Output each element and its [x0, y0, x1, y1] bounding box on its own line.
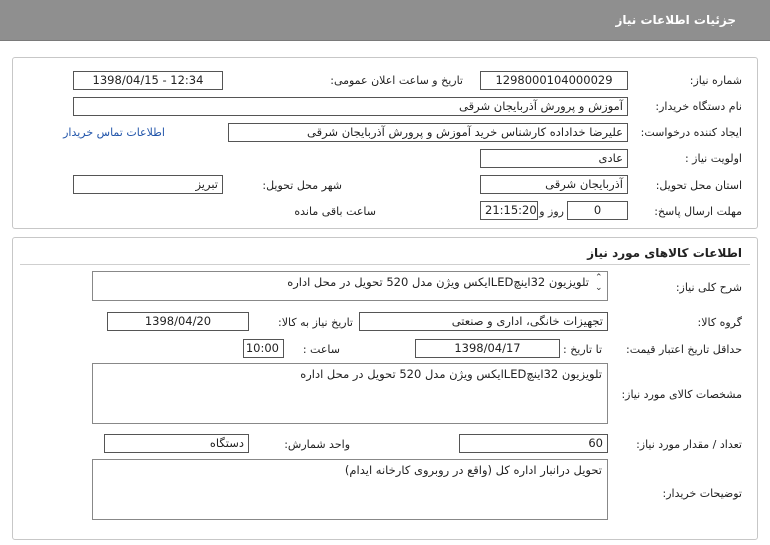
until-date-label: تا تاریخ : — [563, 343, 602, 356]
goods-section-divider — [20, 264, 750, 265]
until-date-field[interactable]: 1398/04/17 — [415, 339, 560, 358]
unit-label: واحد شمارش: — [284, 438, 350, 451]
need-number-field[interactable]: 1298000104000029 — [480, 71, 628, 90]
priority-label: اولویت نیاز : — [684, 152, 742, 165]
buyer-notes-field[interactable]: تحویل درانبار اداره کل (واقع در روبروی کارخانه ایدام) — [92, 459, 608, 520]
city-field[interactable]: تبریز — [73, 175, 223, 194]
goods-group-field[interactable]: تجهیزات خانگی، اداری و صنعتی — [359, 312, 608, 331]
city-label: شهر محل تحویل: — [262, 179, 342, 192]
quantity-label: تعداد / مقدار مورد نیاز: — [636, 438, 742, 451]
remaining-time-text: ساعت باقی مانده — [294, 205, 376, 218]
deadline-time-field[interactable]: 21:15:20 — [480, 201, 538, 220]
deadline-days-field[interactable]: 0 — [567, 201, 628, 220]
requester-field[interactable]: علیرضا خداداده کارشناس خرید آموزش و پرورش آذربایجان شرقی — [228, 123, 628, 142]
days-word: روز و — [539, 205, 564, 218]
scroll-arrows-icon[interactable]: ⌃ ⌄ — [595, 273, 603, 293]
time-label: ساعت : — [302, 343, 340, 356]
window-title: جزئیات اطلاعات نیاز — [615, 13, 736, 27]
window-title-bar — [0, 0, 770, 41]
time-field[interactable]: 10:00 — [243, 339, 284, 358]
priority-field[interactable]: عادی — [480, 149, 628, 168]
goods-section-title: اطلاعات کالاهای مورد نیاز — [587, 246, 742, 260]
announce-datetime-field[interactable]: 1398/04/15 - 12:34 — [73, 71, 223, 90]
min-validity-label: حداقل تاریخ اعتبار قیمت: — [626, 343, 742, 356]
buyer-notes-label: توضیحات خریدار: — [662, 487, 742, 500]
quantity-field[interactable]: 60 — [459, 434, 608, 453]
buyer-org-label: نام دستگاه خریدار: — [655, 100, 742, 113]
need-date-label: تاریخ نیاز به کالا: — [278, 316, 353, 329]
general-desc-field[interactable]: تلویزیون 32اینچLEDایکس ویژن مدل 520 تحویل در محل اداره — [92, 271, 608, 301]
buyer-contact-link[interactable]: اطلاعات تماس خریدار — [63, 126, 165, 139]
province-field[interactable]: آذربایجان شرقی — [480, 175, 628, 194]
unit-field[interactable]: دستگاه — [104, 434, 249, 453]
need-number-label: شماره نیاز: — [689, 74, 742, 87]
announce-datetime-label: تاریخ و ساعت اعلان عمومی: — [330, 74, 463, 87]
specs-label: مشخصات کالای مورد نیاز: — [621, 388, 742, 401]
province-label: استان محل تحویل: — [655, 179, 742, 192]
general-desc-label: شرح کلی نیاز: — [675, 281, 742, 294]
buyer-org-field[interactable]: آموزش و پرورش آذربایجان شرقی — [73, 97, 628, 116]
requester-label: ایجاد کننده درخواست: — [640, 126, 742, 139]
need-date-field[interactable]: 1398/04/20 — [107, 312, 249, 331]
deadline-label: مهلت ارسال پاسخ: — [654, 205, 742, 218]
specs-field[interactable]: تلویزیون 32اینچLEDایکس ویژن مدل 520 تحویل در محل اداره — [92, 363, 608, 424]
goods-group-label: گروه کالا: — [697, 316, 742, 329]
